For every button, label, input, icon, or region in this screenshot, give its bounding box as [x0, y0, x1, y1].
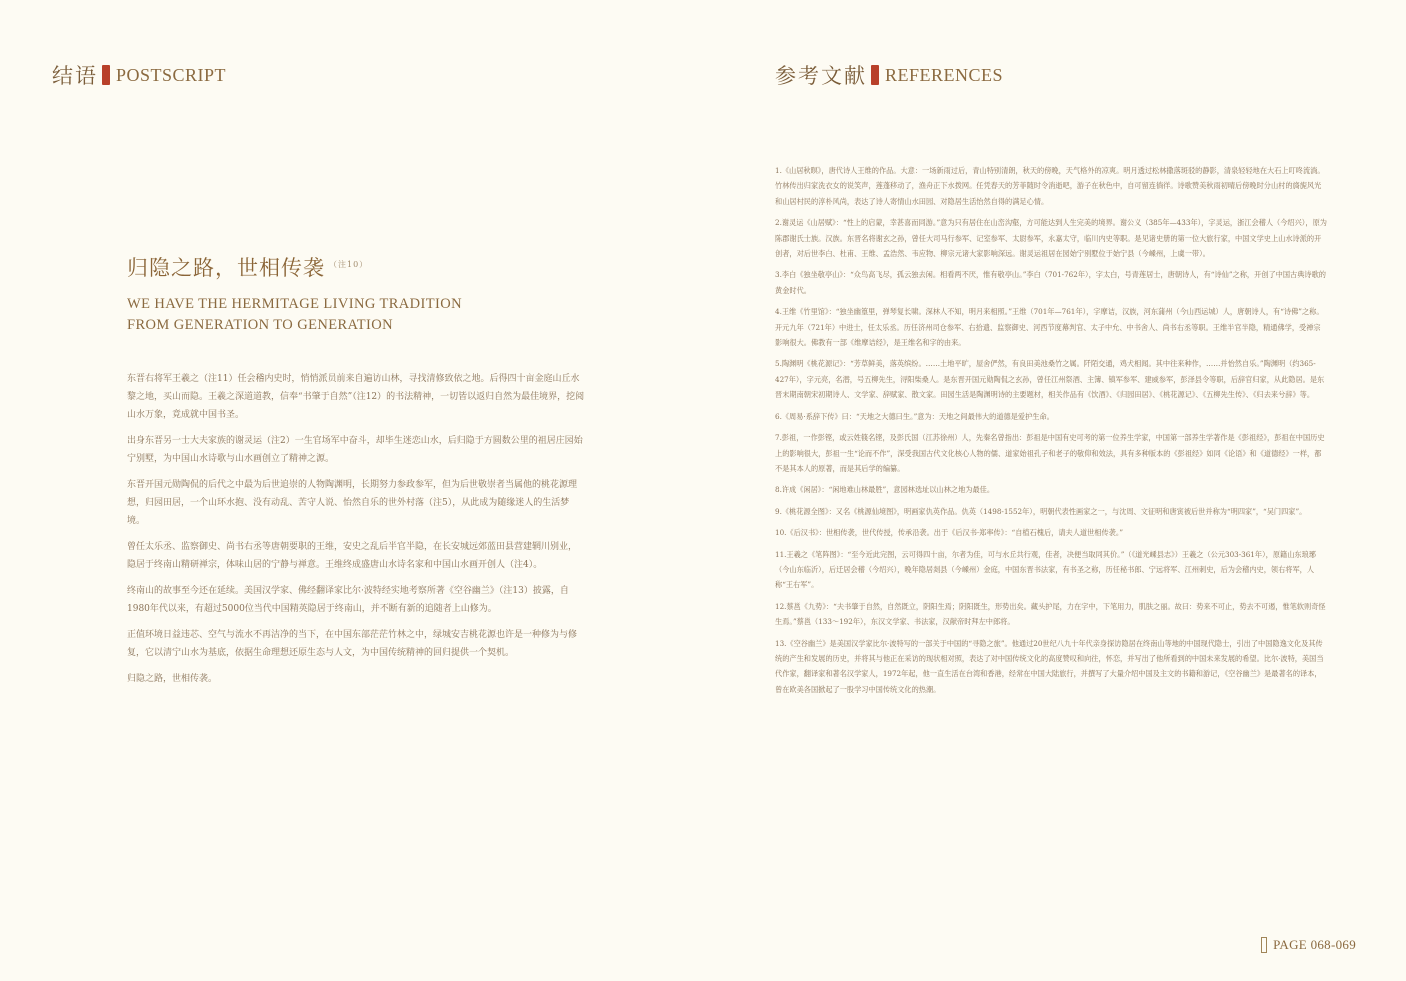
- article-title-note: （注10）: [329, 260, 369, 269]
- reference-item: 7.彭祖，一作彭铿，或云姓篯名铿，及彭氏国（江苏徐州）人，先秦名曾指出：彭祖是中国有史可考的第一位养生学家，中国第一部养生学著作是《彭祖经》，彭祖在中国历史上的影响很大，彭祖一生“论而不作”，深受我国古代文化核心人物的儒、道家始祖孔子和老子的敬仰和效法，具有多种版本的《彭祖经》如同《论语》和《道德经》一样，都不是其本人的原著，而是其后学的编纂。: [775, 433, 1325, 473]
- article-title-cn-text: 归隐之路，世相传袭: [127, 256, 325, 280]
- postscript-body: [127, 370, 585, 696]
- paragraph: 东晋右将军王羲之（注11）任会稽内史时，悄悄派员前来自遍访山林，寻找清修致依之地。后得四十亩金庭山丘水黎之地，买山而隐。王羲之深道道教，信奉“书肇于自然”（注12）的书法精神，一切皆以返归自然为最佳境界，挖阅山水万象，竟成就中国书圣。: [127, 374, 585, 420]
- seal-icon: [871, 65, 879, 85]
- right-page: [703, 0, 1406, 981]
- paragraph: 东晋开国元勋陶侃的后代之中最为后世追崇的人物陶渊明，长期努力参政参军，但为后世敬崇者当属他的桃花源理想，归园田居，一个山环水抱、没有动乱、苦守人说、怡然自乐的世外村落（注5），从此成为随缘迷人的生活梦境。: [127, 480, 578, 526]
- paragraph: 归隐之路，世相传袭。: [127, 674, 218, 684]
- seal-icon: [102, 65, 110, 85]
- reference-item: 13.《空谷幽兰》是美国汉学家比尔·波特写的一部关于中国的“寻隐之旅”。他通过20世纪八九十年代亲身探访隐居在终南山等地的中国现代隐士，引出了中国隐逸文化及其传统的产生和发展的历史，并将其与他正在采访的现状相对照，表达了对中国传统文化的高度赞叹和向往，怀恋，并写出了他所看到的中国未来发展的希望。比尔·波特，美国当代作家，翻译家和著名汉学家人，1972年起，他一直生活在台湾和香港，经常在中国大陆旅行，并撰写了大量介绍中国及主文的书籍和游记，《空谷幽兰》是最著名的译本，曾在欧美各国掀起了一股学习中国传统文化的热潮。: [775, 638, 1324, 694]
- reference-item: 8.许成《闲居》：“闲地难山林最胜”，意园林选址以山林之地为最佳。: [775, 485, 995, 495]
- reference-item: 6.《周易·系辞下传》曰：“天地之大德曰生。”意为：天地之间最伟大的道德是爱护生命。: [775, 411, 1054, 421]
- reference-item: 9.《桃花源全图》：又名《桃源仙境图》，明画家仇英作品。仇英（1498-1552年），明朝代表性画家之一，与沈周、文征明和唐寅被后世并称为“明四家”，“吴门四家”。: [775, 506, 1307, 516]
- postscript-heading: [52, 60, 226, 90]
- reference-item: 4.王维《竹里馆》：“独坐幽篁里，弹琴复长啸。深林人不知，明月来相照。”王维（701年—761年），字摩诘，汉族，河东蒲州（今山西运城）人，唐朝诗人，有“诗佛”之称。开元九年（721年）中进士，任太乐丞。历任济州司仓参军、右拾遗、监察御史、河西节度幕判官、太子中允、中书舍人、尚书右丞等职。王维半官半隐，精通佛学，受禅宗影响很大。佛教有一部《维摩诘经》，是王维名和字的由来。: [775, 307, 1324, 348]
- page-number-footer: [1261, 937, 1356, 953]
- references-heading: [775, 60, 1003, 90]
- postscript-heading-cn: 结语: [52, 64, 98, 88]
- article-title-cn: [127, 252, 597, 282]
- reference-item: 3.李白《独坐敬亭山》：“众鸟高飞尽，孤云独去闲。相看两不厌，惟有敬亭山。”李白（701-762年），字太白，号青莲居士，唐朝诗人，有“诗仙”之称，开创了中国古典诗歌的黄金时代。: [775, 270, 1326, 295]
- reference-item: 10.《后汉书》：世相传袭，世代传授，传承沿袭。出于《后汉书·郑率传》：“自植石槐后，请夫人道世相传袭。”: [775, 528, 1124, 538]
- reference-item: 11.王羲之《笔阵图》：“至今近此完图，云可得四十亩，尔者为佳，可与水丘共行观，佳者，决便当取同其价。”（《道光嵊县志》）王羲之（公元303-361年），原籍山东琅琊（今山东临沂），后迁居会稽（今绍兴），晚年隐居剡县（今嵊州）金庭，中国东晋书法家，有书圣之称，历任秘书郎、宁远将军、江州刺史，后为会稽内史，领右将军，人称“王右军”。: [775, 549, 1316, 590]
- references-list: [775, 163, 1327, 703]
- reference-item: 2.谢灵运《山居赋》：“性上的启蒙，幸甚喜而同游。”意为只有居住在山峦沟壑，方可能达到人生完美的境界。谢公义（385年—433年），字灵运，浙江会稽人（今绍兴），原为陈郡谢氏士族。汉族。东晋名将谢玄之孙，曾任大司马行参军、记室参军、太尉参军，永嘉太守，临川内史等职。是见诸史册的第一位大旅行家，中国文学史上山水诗派的开创者，对后世李白、杜甫、王维、孟浩然、韦应物、柳宗元诸大家影响深远。谢灵运祖居在园始宁别墅位于始宁县（今嵊州，上虞一带）。: [775, 218, 1327, 259]
- references-heading-en: REFERENCES: [885, 64, 1004, 85]
- article-title-en-line1: WE HAVE THE HERMITAGE LIVING TRADITION: [127, 296, 463, 312]
- article-title-en-line2: FROM GENERATION TO GENERATION: [127, 317, 394, 333]
- article-title-block: [127, 252, 597, 336]
- reference-item: 5.陶渊明《桃花源记》：“芳草鲜美，落英缤纷。……土地平旷，屋舍俨然，有良田美池桑竹之属。阡陌交通，鸡犬相闻。其中往来种作，……并怡然自乐。”陶渊明（约365-427年），字元亮，名潜，号五柳先生，浔阳柴桑人。是东晋开国元勋陶侃之玄孙，曾任江州祭酒、主簿、镇军参军、建威参军，彭泽县令等职，后辞官归家，从此隐居。是东晋末期南朝宋初期诗人、文学家、辞赋家、散文家。田园生活是陶渊明诗的主要题材，相关作品有《饮酒》、《归园田居》、《桃花源记》、《五柳先生传》、《归去来兮辞》等。: [775, 359, 1325, 400]
- postscript-heading-en: POSTSCRIPT: [116, 64, 227, 85]
- paragraph: 正值环境日益违芯、空气与流水不再洁净的当下，在中国东部茫茫竹林之中，绿城安吉桃花源也许是一种修为与修复，它以清宁山水为基底，依据生命理想还原生态与人文，为中国传统精神的回归提供一个契机。: [127, 630, 578, 658]
- references-heading-cn: 参考文献: [775, 64, 867, 88]
- reference-item: 12.蔡邕《九势》：“夫书肇于自然，自然既立，阴阳生焉；阴阳既生，形势出矣。藏头护尾，力在字中，下笔用力，肌肤之丽。故曰：势来不可止，势去不可遏，惟笔软则奇怪生焉。”蔡邕（133～192年），东汉文学家、书法家，汉献帝时拜左中郎将。: [775, 601, 1326, 627]
- reference-item: 1.《山居秋暝》，唐代诗人王维的作品。大意：一场新雨过后，青山特别清朗，秋天的傍晚，天气格外的凉爽。明月透过松林撒落斑驳的静影，清泉轻轻地在大石上叮咚流淌。竹林传出归家洗衣女的说笑声，莲蓬移动了，渔舟正下水拨网。任凭春天的芳菲随时令消逝吧，游子在秋色中，自可留连徜徉。诗歌赞美秋雨初晴后傍晚时分山村的旖旎风光和山居村民的淳朴风尚，表达了诗人寄情山水田园、对隐居生活怡然自得的满足心情。: [775, 166, 1325, 206]
- bookmark-icon: [1261, 937, 1267, 953]
- page-number: PAGE 068-069: [1273, 937, 1356, 952]
- article-title-en: [127, 294, 597, 336]
- paragraph: 出身东晋另一士大夫家族的谢灵运（注2）一生官场军中奋斗，却毕生迷恋山水，后归隐于方圆数公里的祖居庄园始宁别墅，为中国山水诗歌与山水画创立了精神之源。: [127, 436, 583, 464]
- paragraph: 终南山的故事至今还在延续。美国汉学家、佛经翻译家比尔·波特经实地考察所著《空谷幽兰》（注13）披露，自1980年代以来，有超过5000位当代中国精英隐居于终南山，并不断有新的追随者上山修为。: [127, 586, 569, 614]
- paragraph: 曾任太乐丞、监察御史、尚书右丞等唐朝要职的王维，安史之乱后半官半隐，在长安城远郊蓝田县营建辋川别业，隐居于终南山精研禅宗，体味山居的宁静与禅意。王维终成盛唐山水诗名家和中国山水画开创人（注4）。: [127, 542, 578, 570]
